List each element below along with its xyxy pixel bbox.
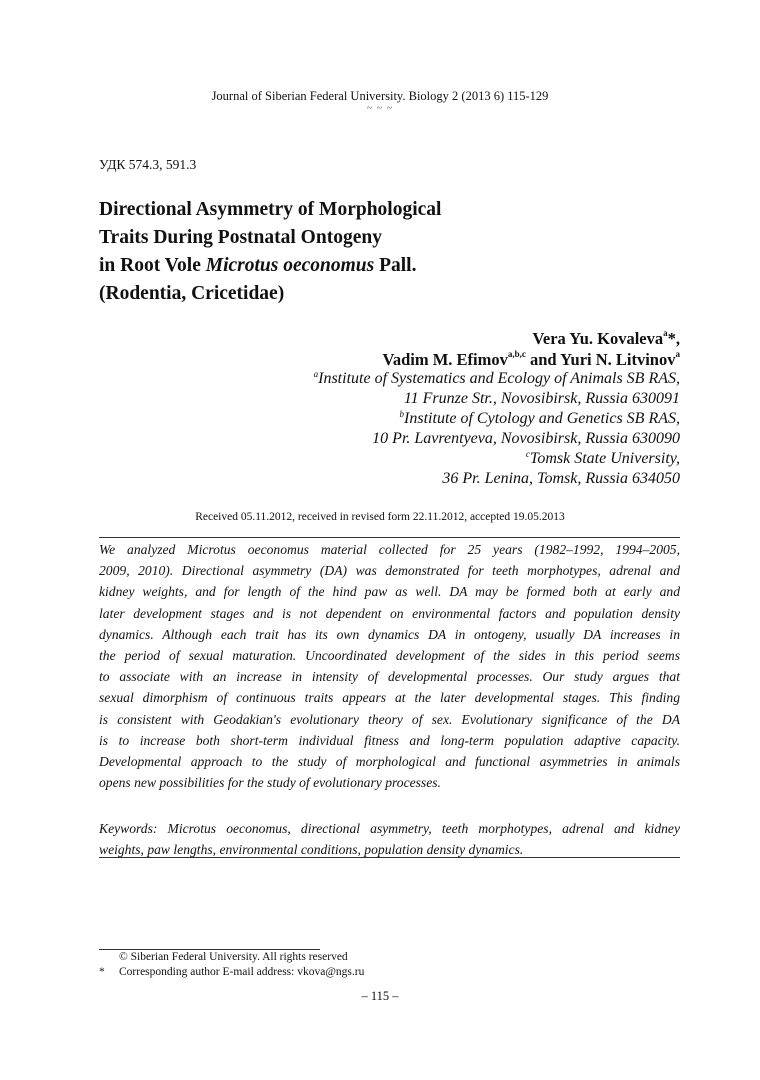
abstract-line: is consistent with Geodakian's evolutionary theory of sex. Evolutionary significance of the DA xyxy=(99,711,680,727)
title-line-3 xyxy=(99,252,416,280)
abstract-line: Developmental approach to the study of morphological and functional asymmetries in animals xyxy=(99,754,680,769)
footnote-corresponding xyxy=(99,966,364,978)
author-name: and Yuri N. Litvinov xyxy=(525,350,676,369)
author-line-2 xyxy=(382,350,680,370)
title-text: in Root Vole xyxy=(99,255,206,276)
affiliation-mark: a xyxy=(675,349,680,359)
title-text: Pall. xyxy=(374,255,417,276)
abstract-line: the period of sexual maturation. Uncoordinated development of the sides in this period seems xyxy=(99,648,680,663)
author-line-1 xyxy=(532,329,680,349)
abstract-line: kidney weights, and for length of the hind paw as well. DA may be formed both at early and xyxy=(99,584,680,600)
divider-top xyxy=(99,537,680,538)
abstract-line: opens new possibilities for the study of evolutionary processes. xyxy=(99,775,441,791)
corresponding-mark: *, xyxy=(667,329,680,348)
affiliation-line xyxy=(442,470,680,488)
author-name: Vera Yu. Kovaleva xyxy=(532,329,664,348)
abstract-line: dynamics. Although each trait has its own dynamics DA in ontogeny, usually DA increases in xyxy=(99,626,680,642)
copyright-text: © Siberian Federal University. All rights reserved xyxy=(119,951,348,963)
affiliation-text: Tomsk State University, xyxy=(529,450,680,467)
affiliation-line xyxy=(372,430,680,448)
affiliation-mark: b xyxy=(399,409,405,419)
title-line-2: Traits During Postnatal Ontogeny xyxy=(99,227,382,248)
affiliation-line xyxy=(314,370,680,388)
header-ornament: ~ ~ ~ xyxy=(366,103,394,114)
species-name: Microtus oeconomus xyxy=(205,255,375,276)
abstract-line: is to increase both short-term individual fitness and long-term population adaptive capacity. xyxy=(99,732,680,748)
corresponding-text: Corresponding author E-mail address: vkova@ngs.ru xyxy=(119,966,365,978)
affiliation-line xyxy=(404,390,680,408)
affiliation-text: 10 Pr. Lavrentyeva, Novosibirsk, Russia 630090 xyxy=(372,430,680,447)
abstract-line: sexual dimorphism of continuous traits appears at the later developmental stages. This finding xyxy=(99,690,680,706)
author-name: Vadim M. Efimov xyxy=(382,350,508,369)
title-line-4: (Rodentia, Cricetidae) xyxy=(99,283,285,304)
affiliation-mark: a xyxy=(313,369,319,379)
abstract-line: to associate with an increase in intensity of developmental processes. Our study argues that xyxy=(99,669,680,685)
journal-header: Journal of Siberian Federal University. Biology 2 (2013 6) 115-129 xyxy=(211,89,549,103)
affiliation-text: Institute of Cytology and Genetics SB RAS, xyxy=(404,410,680,427)
page-number: – 115 – xyxy=(361,989,399,1003)
keywords-line: weights, paw lengths, environmental conditions, population density dynamics. xyxy=(99,841,524,857)
footnote-rule xyxy=(99,949,320,950)
abstract-line: We analyzed Microtus oeconomus material collected for 25 years (1982–1992, 1994–2005, xyxy=(99,542,680,557)
affiliation-mark: c xyxy=(525,449,530,459)
abstract-line: 2009, 2010). Directional asymmetry (DA) was demonstrated for teeth morphotypes, adrenal and xyxy=(99,563,680,579)
star-mark: * xyxy=(99,966,105,978)
keywords-line: Keywords: Microtus oeconomus, directional asymmetry, teeth morphotypes, adrenal and kidney xyxy=(99,821,680,836)
affiliation-text: 11 Frunze Str., Novosibirsk, Russia 630091 xyxy=(403,390,680,407)
footnote-copyright xyxy=(99,951,348,963)
affiliation-mark: a xyxy=(663,328,668,338)
udk-code: УДК 574.3, 591.3 xyxy=(99,157,197,172)
affiliation-text: 36 Pr. Lenina, Tomsk, Russia 634050 xyxy=(442,470,680,487)
abstract-line: later development stages and is not dependent on environmental factors and population density xyxy=(99,605,680,621)
divider-bottom xyxy=(99,857,680,858)
title-line-1: Directional Asymmetry of Morphological xyxy=(99,199,442,220)
received-dates: Received 05.11.2012, received in revised form 22.11.2012, accepted 19.05.2013 xyxy=(195,511,565,523)
affiliation-line xyxy=(526,450,680,468)
affiliation-mark: a,b,c xyxy=(507,349,526,359)
affiliation-line xyxy=(400,410,680,428)
affiliation-text: Institute of Systematics and Ecology of Animals SB RAS, xyxy=(318,370,680,387)
